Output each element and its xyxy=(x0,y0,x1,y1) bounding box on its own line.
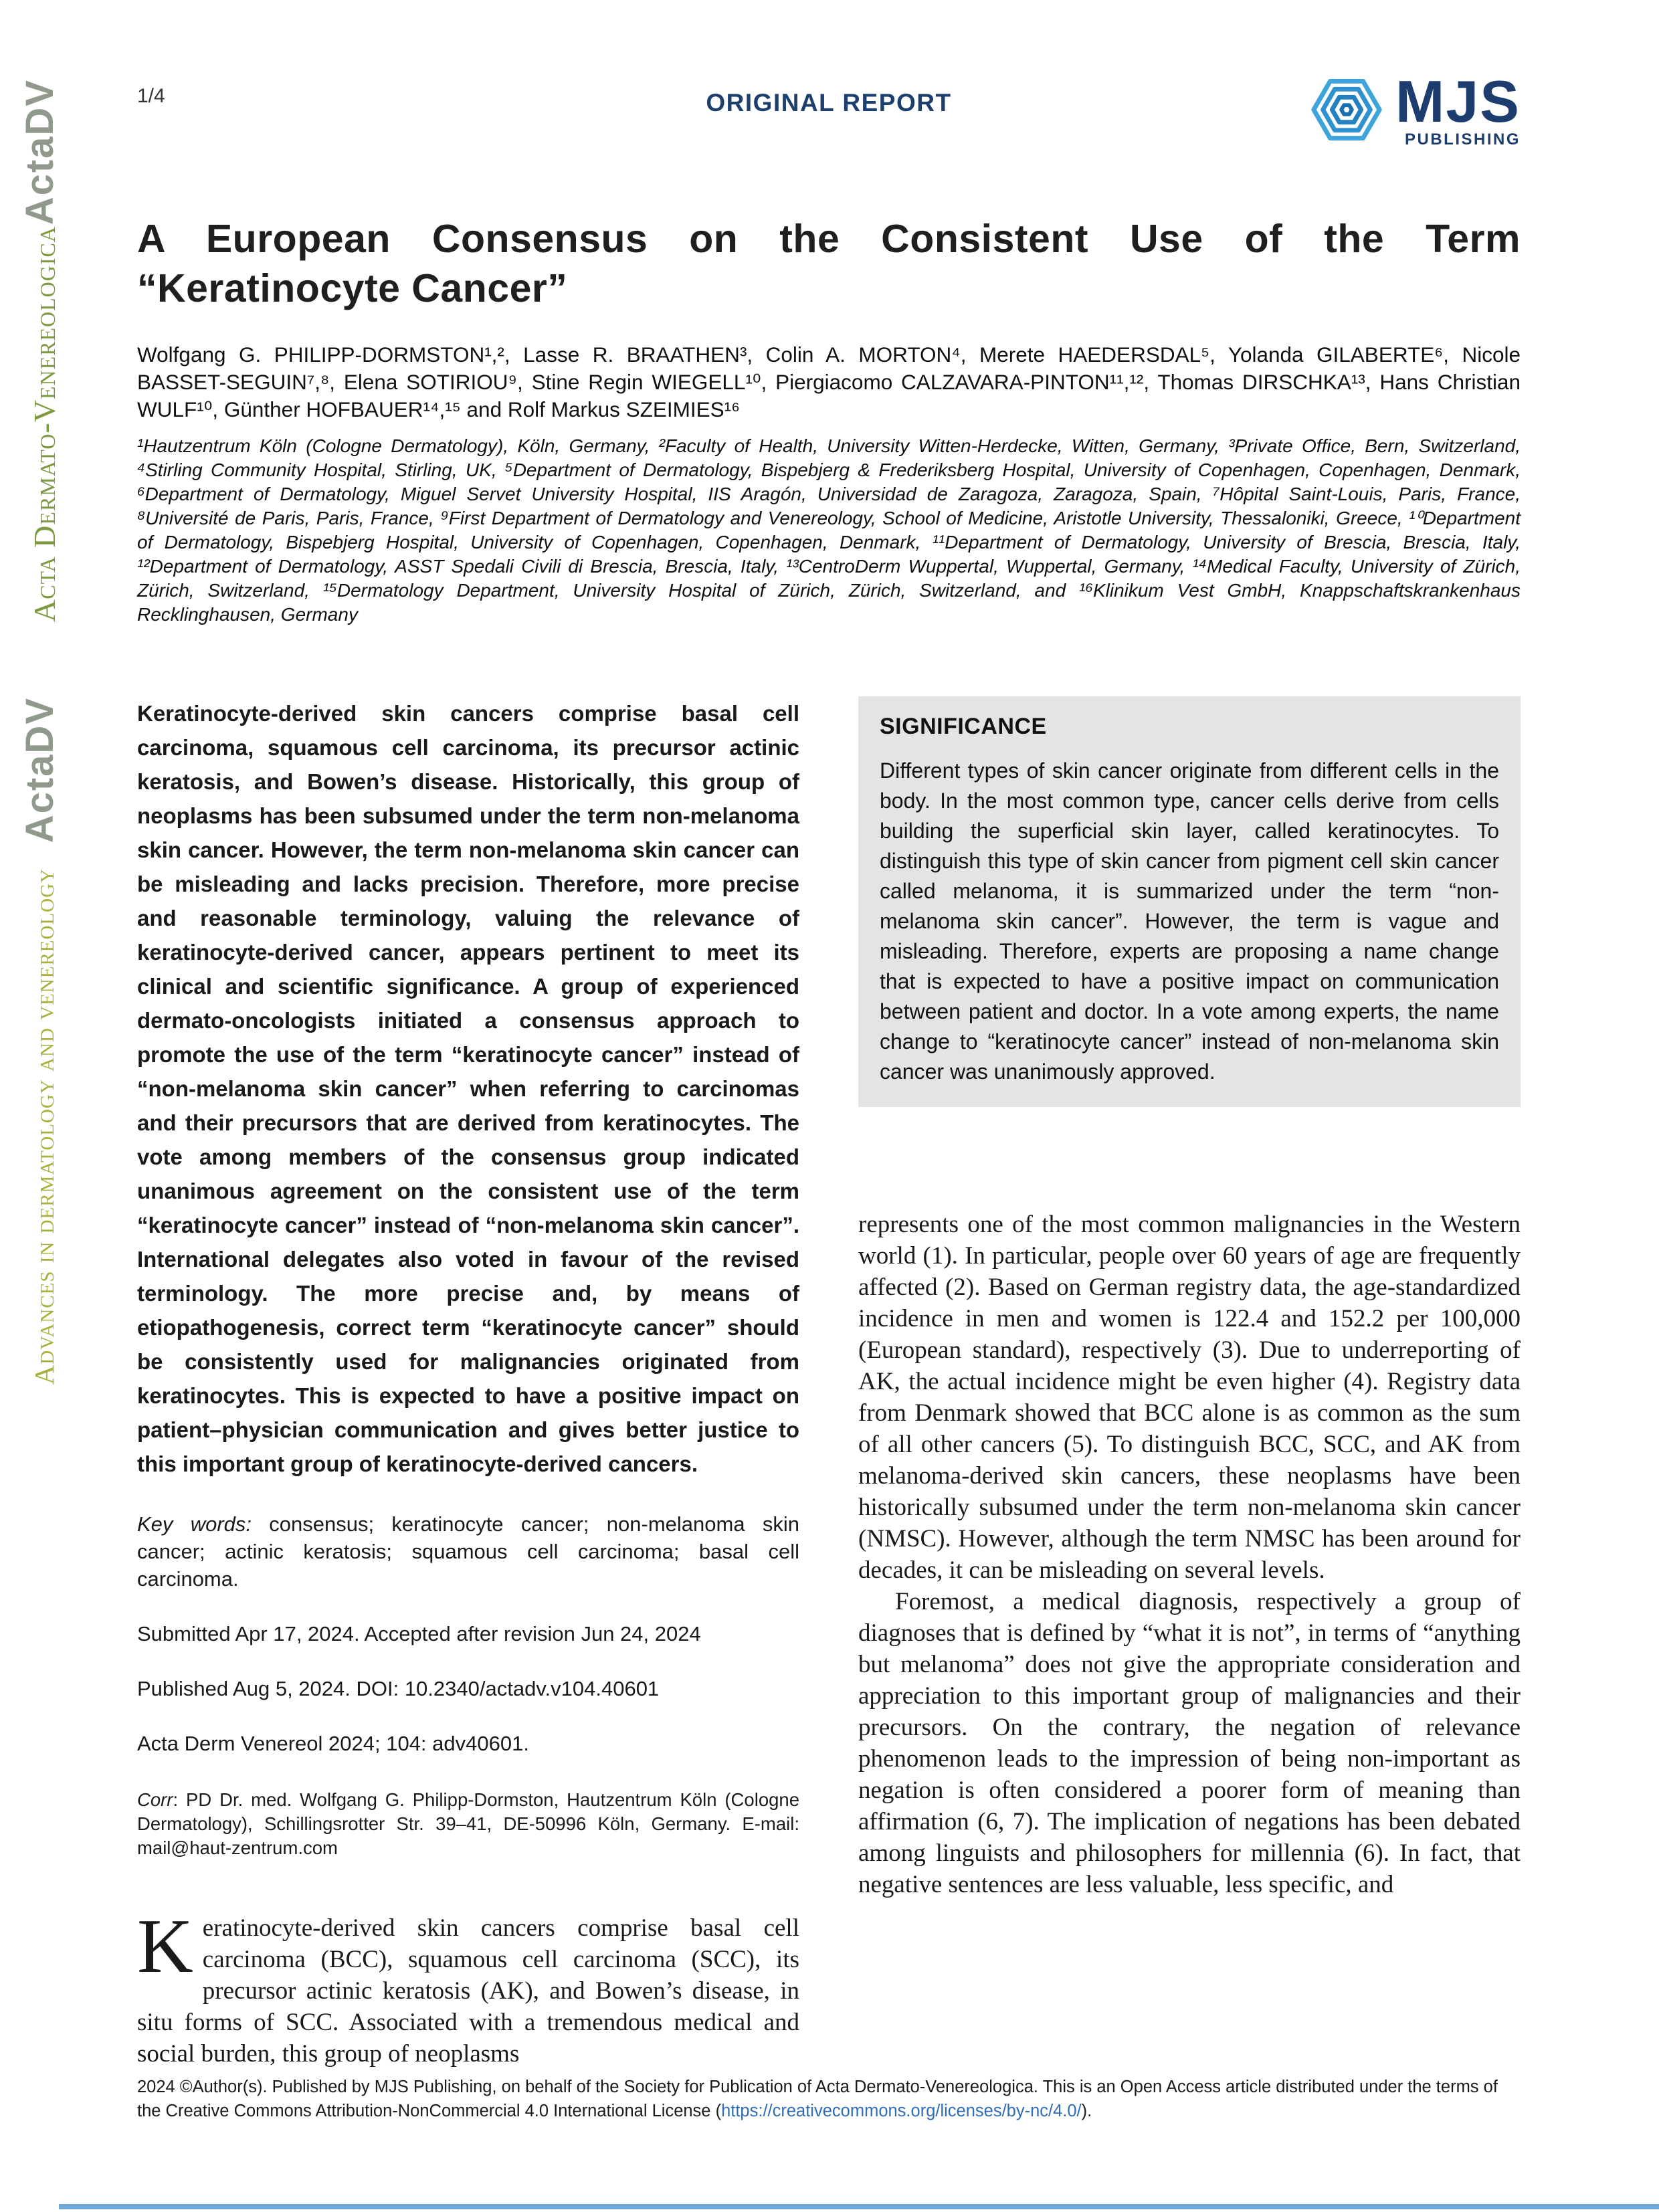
drop-cap: K xyxy=(137,1904,193,1989)
publisher-subtitle: PUBLISHING xyxy=(1404,130,1521,148)
significance-text: Different types of skin cancer originate from different cells in the body. In the most common type, cancer cells derive from cells building the superficial skin layer, called keratinocytes. To distinguish this type of skin cancer from pigment cell skin cancer called melanoma, it is summarized under the term “non-melanoma skin cancer”. However, the term is vague and misleading. Therefore, experts are proposing a name change that is expected to have a positive impact on communication between patient and doctor. In a vote among experts, the name change to “keratinocyte cancer” instead of non-melanoma skin cancer was unanimously approved. xyxy=(880,759,1499,1084)
body-paragraph-1: represents one of the most common malignancies in the Western world (1). In particular, people over 60 years of age are frequently affected (2). Based on German registry data, the age-standardized incidence in men and women is 122.4 and 152.2 per 100,000 (European standard), respectively (3). Due to underreporting of AK, the actual incidence might be even higher (4). Registry data from Denmark showed that BCC alone is as common as the sum of all other cancers (5). To distinguish BCC, SCC, and AK from melanoma-derived skin cancers, these neoplasms have been historically subsumed under the term non-melanoma skin cancer (NMSC). However, although the term NMSC has been around for decades, it can be misleading on several levels. xyxy=(858,1211,1521,1584)
author-list: Wolfgang G. PHILIPP-DORMSTON¹,², Lasse R. BRAATHEN³, Colin A. MORTON⁴, Merete HAEDERSDAL⁵, Yolanda GILABERTE⁶, Nicole BASSET-SEGUIN⁷,⁸, Elena SOTIRIOU⁹, Stine Regin WIEGELL¹⁰, Piergiacomo CALZAVARA-PINTON¹¹,¹², Thomas DIRSCHKA¹³, Hans Christian WULF¹⁰, Günther HOFBAUER¹⁴,¹⁵ and Rolf Markus SZEIMIES¹⁶ xyxy=(137,342,1521,421)
intro-text: eratinocyte-derived skin cancers comprise basal cell carcinoma (BCC), squamous cell carcinoma (SCC), its precursor actinic keratosis (AK), and Bowen’s disease, in situ forms of SCC. Associated with a tremendous medical and social burden, this group of neoplasms xyxy=(137,1914,799,2068)
journal-brand-top: ActaDV xyxy=(18,79,62,225)
right-column xyxy=(858,696,1521,2070)
bottom-rule xyxy=(59,2204,1659,2209)
mjs-logo-icon xyxy=(1307,70,1386,153)
correspondence-text: : PD Dr. med. Wolfgang G. Philipp-Dormston, Hautzentrum Köln (Cologne Dermatology), Schillingsrotter Str. 39–41, DE-50996 Köln, Germany. E-mail: mail@haut-zentrum.com xyxy=(137,1789,799,1858)
intro-paragraph xyxy=(137,1904,799,2070)
significance-heading: SIGNIFICANCE xyxy=(880,714,1047,739)
submitted-line: Submitted Apr 17, 2024. Accepted after revision Jun 24, 2024 xyxy=(137,1622,701,1645)
footer-text: 2024 ©Author(s). Published by MJS Publishing, on behalf of the Society for Publication of Acta Dermato-Venereologica. This is an Open Access article distributed under the terms of the Creative Commons Attribution-NonCommercial 4.0 International License ( xyxy=(137,2078,1498,2120)
keywords-block xyxy=(137,1510,799,1593)
citation-line: Acta Derm Venereol 2024; 104: adv40601. xyxy=(137,1732,529,1755)
page-number: 1/4 xyxy=(137,85,165,107)
publisher-logo xyxy=(1307,70,1521,153)
two-column-body xyxy=(137,696,1521,2070)
abstract-text: Keratinocyte-derived skin cancers comprise basal cell carcinoma, squamous cell carcinoma, its precursor actinic keratosis, and Bowen’s disease. Historically, this group of neoplasms has been subsumed under the term non-melanoma skin cancer. However, the term non-melanoma skin cancer can be misleading and lacks precision. Therefore, more precise and reasonable terminology, valuing the relevance of keratinocyte-derived cancer, appears pertinent to meet its clinical and scientific significance. A group of experienced dermato-oncologists initiated a consensus approach to promote the use of the term “keratinocyte cancer” instead of “non-melanoma skin cancer” when referring to carcinomas and their precursors that are derived from keratinocytes. The vote among members of the consensus group indicated unanimous agreement on the consistent use of the term “keratinocyte cancer” instead of “non-melanoma skin cancer”. International delegates also voted in favour of the revised terminology. The more precise and, by means of etiopathogenesis, correct term “keratinocyte cancer” should be consistently used for malignancies originated from keratinocytes. This is expected to have a positive impact on patient–physician communication and gives better justice to this important group of keratinocyte-derived cancers. xyxy=(137,701,799,1476)
body-paragraph-2: Foremost, a medical diagnosis, respectively a group of diagnoses that is defined by “what it is not”, in terms of “anything but melanoma” does not give the appropriate consideration and appreciation to this important group of malignancies and their precursors. On the contrary, the negation of relevance phenomenon leads to the impression of being non-important as negation is often considered a poorer form of meaning than affirmation (6, 7). The implication of negations has been debated among linguists and philosophers for millennia (6). In fact, that negative sentences are less valuable, less specific, and xyxy=(858,1588,1521,1898)
correspondence-block xyxy=(137,1788,799,1860)
article-title: A European Consensus on the Consistent Use of the Term “Keratinocyte Cancer” xyxy=(137,217,1521,310)
journal-brand-mid: ActaDV xyxy=(18,697,62,843)
significance-box xyxy=(858,696,1521,1107)
publisher-logo-text xyxy=(1395,68,1521,149)
publisher-name: MJS xyxy=(1395,68,1521,134)
journal-name-vertical: Acta Dermato-Venereologica xyxy=(27,226,62,622)
page-header xyxy=(137,70,1521,153)
left-column xyxy=(137,696,799,2070)
section-label: ORIGINAL REPORT xyxy=(706,89,952,116)
license-footer xyxy=(137,2075,1522,2123)
footer-text-end: ). xyxy=(1081,2102,1092,2120)
published-line: Published Aug 5, 2024. DOI: 10.2340/actadv.v104.40601 xyxy=(137,1677,660,1700)
affiliations: ¹Hautzentrum Köln (Cologne Dermatology), Köln, Germany, ²Faculty of Health, University Witten-Herdecke, Witten, Germany, ³Private Office, Bern, Switzerland, ⁴Stirling Community Hospital, Stirling, UK, ⁵Department of Dermatology, Bispebjerg & Frederiksberg Hospital, University of Copenhagen, Copenhagen, Denmark, ⁶Department of Dermatology, Miguel Servet University Hospital, IIS Aragón, Universidad de Zaragoza, Zaragoza, Spain, ⁷Hôpital Saint-Louis, Paris, France, ⁸Université de Paris, Paris, France, ⁹First Department of Dermatology and Venereology, School of Medicine, Aristotle University, Thessaloniki, Greece, ¹⁰Department of Dermatology, Bispebjerg Hospital, University of Copenhagen, Copenhagen, Denmark, ¹¹Department of Dermatology, University of Brescia, Brescia, Italy, ¹²Department of Dermatology, ASST Spedali Civili di Brescia, Brescia, Italy, ¹³CentroDerm Wuppertal, Wuppertal, Germany, ¹⁴Medical Faculty, University of Zürich, Zürich, Switzerland, ¹⁵Dermatology Department, University Hospital of Zürich, Zürich, Switzerland, and ¹⁶Klinikum Vest GmbH, Knappschaftskrankenhaus Recklinghausen, Germany xyxy=(137,435,1521,625)
keywords-label: Key words: xyxy=(137,1512,252,1536)
correspondence-label: Corr xyxy=(137,1789,173,1810)
journal-tagline-vertical: Advances in dermatology and venereology xyxy=(29,868,60,1385)
keywords-text: consensus; keratinocyte cancer; non-melanoma skin cancer; actinic keratosis; squamous cell carcinoma; basal cell carcinoma. xyxy=(137,1512,799,1591)
main-content xyxy=(137,70,1521,2070)
license-link[interactable]: https://creativecommons.org/licenses/by-nc/4.0/ xyxy=(721,2102,1082,2120)
